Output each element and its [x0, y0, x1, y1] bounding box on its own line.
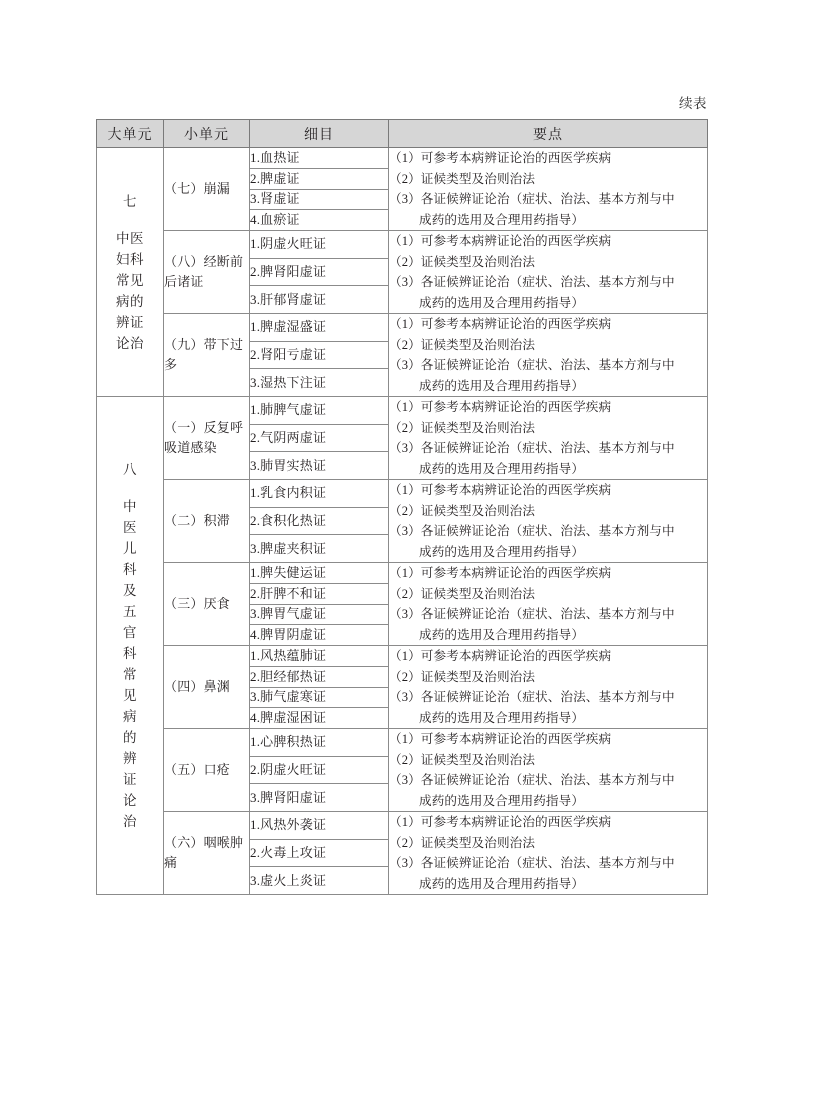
key-point-continuation-text: 成药的选用及合理用药指导） [419, 876, 585, 891]
detail-item-cell: 3.脾胃气虚证 [250, 604, 389, 625]
key-point-line-continuation [389, 376, 707, 397]
detail-item-cell: 4.血瘀证 [250, 210, 389, 231]
key-point-continuation-text: 成药的选用及合理用药指导） [419, 710, 585, 725]
detail-item-cell: 1.肺脾气虚证 [250, 397, 389, 425]
detail-item-cell: 3.肺胃实热证 [250, 452, 389, 480]
major-unit-cell [97, 148, 164, 397]
detail-item-cell: 1.脾虚湿盛证 [250, 314, 389, 342]
detail-item-cell: 2.肾阳亏虚证 [250, 341, 389, 369]
table-header-row [97, 120, 708, 148]
major-unit-name-line: 科 [123, 646, 137, 661]
major-unit-cell [97, 397, 164, 895]
column-header-key-points: 要点 [389, 120, 708, 148]
table-row [97, 397, 708, 425]
detail-item-cell: 2.脾虚证 [250, 168, 389, 189]
key-point-line: （2）证候类型及治则治法 [389, 254, 536, 269]
table-row [97, 480, 708, 508]
key-point-line: （2）证候类型及治则治法 [389, 337, 536, 352]
key-point-continuation-text: 成药的选用及合理用药指导） [419, 793, 585, 808]
key-point-line-continuation [389, 625, 707, 646]
key-point-continuation-text: 成药的选用及合理用药指导） [419, 212, 585, 227]
key-point-continuation-text: 成药的选用及合理用药指导） [419, 378, 585, 393]
minor-unit-cell: （五）口疮 [164, 729, 250, 812]
major-unit-name-line: 辨 [123, 751, 137, 766]
key-point-line: （2）证候类型及治则治法 [389, 503, 536, 518]
key-point-line: （1）可参考本病辨证论治的西医学疾病 [389, 732, 612, 746]
minor-unit-cell: （三）厌食 [164, 563, 250, 646]
detail-item-cell: 2.食积化热证 [250, 507, 389, 535]
detail-item-cell: 1.心脾积热证 [250, 729, 389, 757]
detail-item-cell: 1.乳食内积证 [250, 480, 389, 508]
major-unit-name-line: 病的 [116, 293, 144, 309]
key-points-cell [389, 480, 708, 563]
minor-unit-cell: （六）咽喉肿痛 [164, 812, 250, 895]
detail-item-cell: 3.脾肾阳虚证 [250, 784, 389, 812]
detail-item-cell: 3.肝郁肾虚证 [250, 286, 389, 314]
syllabus-table [96, 119, 708, 895]
key-point-line: （3）各证候辨证论治（症状、治法、基本方剂与中 [389, 607, 675, 621]
key-point-line: （2）证候类型及治则治法 [389, 752, 536, 767]
major-unit-name-line: 的 [123, 730, 137, 745]
detail-item-cell: 1.血热证 [250, 148, 389, 169]
minor-unit-cell: （七）崩漏 [164, 148, 250, 231]
key-point-line-continuation [389, 791, 707, 812]
key-point-line: （1）可参考本病辨证论治的西医学疾病 [389, 649, 612, 663]
key-point-line-continuation [389, 542, 707, 563]
key-points-cell [389, 729, 708, 812]
minor-unit-cell: （八）经断前后诸证 [164, 231, 250, 314]
key-point-line-continuation [389, 293, 707, 314]
detail-item-cell: 3.肺气虚寒证 [250, 687, 389, 708]
key-point-line: （1）可参考本病辨证论治的西医学疾病 [389, 815, 612, 829]
major-unit-name-line: 中 [123, 499, 137, 514]
key-point-line: （1）可参考本病辨证论治的西医学疾病 [389, 234, 612, 248]
key-points-cell [389, 148, 708, 231]
key-point-line: （1）可参考本病辨证论治的西医学疾病 [389, 400, 612, 414]
key-point-line: （3）各证候辨证论治（症状、治法、基本方剂与中 [389, 856, 675, 870]
detail-item-cell: 2.气阴两虚证 [250, 424, 389, 452]
key-points-cell [389, 397, 708, 480]
continued-table-label: 续表 [679, 96, 707, 111]
key-point-line: （3）各证候辨证论治（症状、治法、基本方剂与中 [389, 773, 675, 787]
major-unit-name-line: 妇科 [116, 251, 144, 267]
key-point-line: （1）可参考本病辨证论治的西医学疾病 [389, 151, 612, 165]
table-row [97, 729, 708, 757]
table-body [97, 148, 708, 895]
column-header-major-unit: 大单元 [97, 120, 164, 148]
major-unit-name-line: 证 [123, 772, 137, 787]
key-point-line: （2）证候类型及治则治法 [389, 835, 536, 850]
key-points-cell [389, 812, 708, 895]
major-unit-name-line: 常见 [116, 272, 144, 288]
key-point-line: （3）各证候辨证论治（症状、治法、基本方剂与中 [389, 192, 675, 206]
table-row [97, 563, 708, 584]
detail-item-cell: 2.肝脾不和证 [250, 583, 389, 604]
key-points-cell [389, 231, 708, 314]
major-unit-name [97, 496, 163, 832]
detail-item-cell: 3.虚火上炎证 [250, 867, 389, 895]
key-point-line-continuation [389, 874, 707, 895]
detail-item-cell: 1.脾失健运证 [250, 563, 389, 584]
key-point-line: （2）证候类型及治则治法 [389, 586, 536, 601]
key-point-line: （3）各证候辨证论治（症状、治法、基本方剂与中 [389, 441, 675, 455]
detail-item-cell: 3.脾虚夹积证 [250, 535, 389, 563]
key-point-line-continuation [389, 459, 707, 480]
major-unit-name-line: 常 [123, 667, 137, 682]
key-point-line: （3）各证候辨证论治（症状、治法、基本方剂与中 [389, 524, 675, 538]
major-unit-name-line: 五 [123, 604, 137, 619]
column-header-detail: 细目 [250, 120, 389, 148]
table-row [97, 646, 708, 667]
key-point-continuation-text: 成药的选用及合理用药指导） [419, 627, 585, 642]
key-point-continuation-text: 成药的选用及合理用药指导） [419, 544, 585, 559]
major-unit-name-line: 治 [123, 814, 137, 829]
table-row [97, 231, 708, 259]
detail-item-cell: 1.风热蕴肺证 [250, 646, 389, 667]
key-point-line: （2）证候类型及治则治法 [389, 420, 536, 435]
detail-item-cell: 2.火毒上攻证 [250, 839, 389, 867]
key-point-line: （2）证候类型及治则治法 [389, 669, 536, 684]
table-header [97, 120, 708, 148]
key-point-line: （2）证候类型及治则治法 [389, 171, 536, 186]
major-unit-name-line: 官 [123, 625, 137, 640]
major-unit-number: 八 [123, 462, 137, 477]
key-point-line: （1）可参考本病辨证论治的西医学疾病 [389, 566, 612, 580]
major-unit-name-line: 见 [123, 688, 137, 703]
detail-item-cell: 4.脾胃阴虚证 [250, 625, 389, 646]
table-row [97, 314, 708, 342]
major-unit-name-line: 医 [123, 520, 137, 535]
key-point-line: （3）各证候辨证论治（症状、治法、基本方剂与中 [389, 358, 675, 372]
major-unit-name-line: 辨证 [116, 314, 144, 330]
key-points-cell [389, 314, 708, 397]
key-point-continuation-text: 成药的选用及合理用药指导） [419, 295, 585, 310]
detail-item-cell: 3.肾虚证 [250, 189, 389, 210]
key-point-line: （3）各证候辨证论治（症状、治法、基本方剂与中 [389, 690, 675, 704]
major-unit-name [97, 228, 163, 354]
table-row [97, 148, 708, 169]
major-unit-name-line: 论 [123, 793, 137, 808]
detail-item-cell: 4.脾虚湿困证 [250, 708, 389, 729]
major-unit-number: 七 [123, 193, 137, 209]
major-unit-name-line: 病 [123, 709, 137, 724]
major-unit-name-line: 科 [123, 562, 137, 577]
detail-item-cell: 2.胆经郁热证 [250, 666, 389, 687]
key-point-continuation-text: 成药的选用及合理用药指导） [419, 461, 585, 476]
minor-unit-cell: （一）反复呼吸道感染 [164, 397, 250, 480]
minor-unit-cell: （四）鼻渊 [164, 646, 250, 729]
detail-item-cell: 1.阴虚火旺证 [250, 231, 389, 259]
detail-item-cell: 3.湿热下注证 [250, 369, 389, 397]
column-header-minor-unit: 小单元 [164, 120, 250, 148]
detail-item-cell: 2.阴虚火旺证 [250, 756, 389, 784]
major-unit-name-line: 论治 [116, 335, 144, 351]
key-point-line: （3）各证候辨证论治（症状、治法、基本方剂与中 [389, 275, 675, 289]
major-unit-name-line: 及 [123, 583, 137, 598]
key-point-line-continuation [389, 708, 707, 729]
key-points-cell [389, 646, 708, 729]
detail-item-cell: 1.风热外袭证 [250, 812, 389, 840]
table-row [97, 812, 708, 840]
key-point-line: （1）可参考本病辨证论治的西医学疾病 [389, 483, 612, 497]
key-points-cell [389, 563, 708, 646]
major-unit-name-line: 儿 [123, 541, 137, 556]
detail-item-cell: 2.脾肾阳虚证 [250, 258, 389, 286]
key-point-line: （1）可参考本病辨证论治的西医学疾病 [389, 317, 612, 331]
minor-unit-cell: （二）积滞 [164, 480, 250, 563]
major-unit-name-line: 中医 [116, 230, 144, 246]
minor-unit-cell: （九）带下过多 [164, 314, 250, 397]
key-point-line-continuation [389, 210, 707, 231]
